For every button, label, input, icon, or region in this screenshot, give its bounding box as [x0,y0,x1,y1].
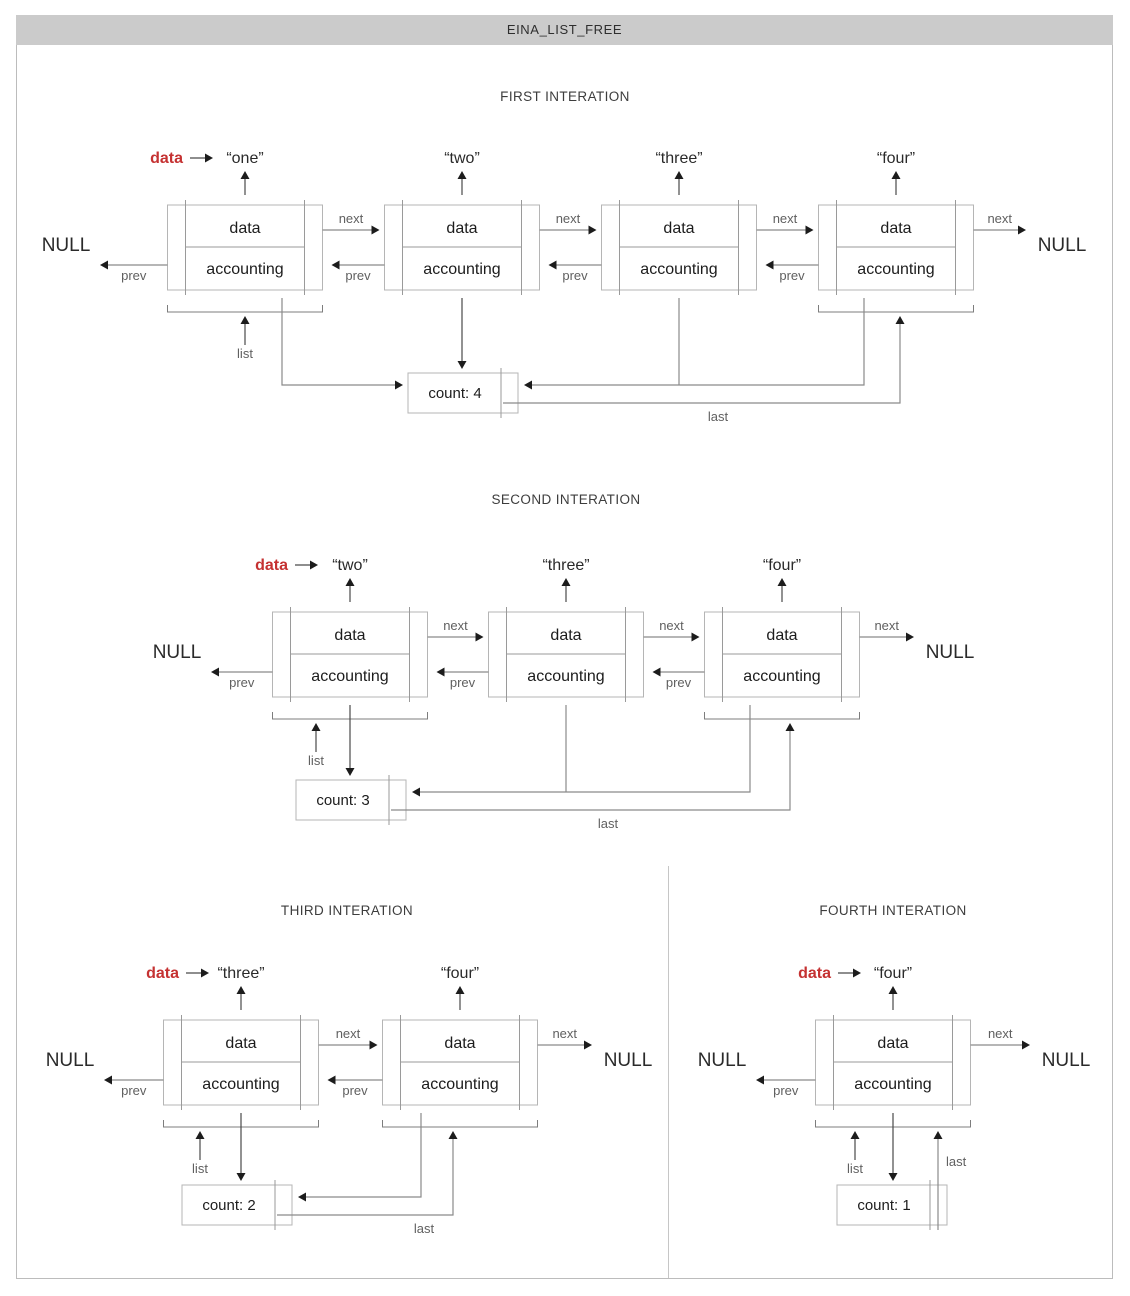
null-label: NULL [925,642,975,663]
node-data-cell-label: data [229,220,261,237]
iteration-title: SECOND INTERATION [491,492,641,507]
prev-arrowhead [104,1076,112,1085]
node-to-count-arrowhead [458,361,467,369]
next-label: next [987,1026,1013,1041]
prev-arrowhead [549,261,557,270]
node-accounting-cell-label: accounting [423,261,501,278]
next-label: next [335,1026,361,1041]
node-data-cell-label: data [444,1035,476,1052]
prev-arrowhead [437,668,445,677]
data-pointer-label: data [150,150,183,167]
null-label: NULL [697,1050,747,1071]
node-to-count-arrowhead [237,1173,246,1181]
node-accounting-cell-label: accounting [640,261,718,278]
node-to-value-arrowhead [778,578,787,586]
prev-label: prev [665,675,692,690]
node-data-cell-label: data [877,1035,909,1052]
count-label: count: 3 [316,792,370,809]
next-label: next [987,211,1013,226]
accounting-to-count-arrowhead [298,1193,306,1202]
data-pointer-label: data [798,965,831,982]
list-label: list [308,753,324,768]
node-to-value-arrowhead [458,171,467,179]
node-to-value-arrowhead [241,171,250,179]
last-arrowhead [934,1131,943,1139]
next-label: next [443,618,468,633]
iteration-section-4 [698,903,1091,1230]
node-to-count-arrowhead [346,768,355,776]
node-value: “three” [217,965,265,982]
data-pointer-arrowhead [310,561,318,570]
next-arrowhead [370,1041,378,1050]
iteration-title: THIRD INTERATION [280,903,414,918]
list-arrowhead [312,723,321,731]
accounting-to-count-line [282,298,396,385]
last-pointer-line [277,1136,453,1215]
last-arrowhead [449,1131,458,1139]
node-to-value-arrowhead [675,171,684,179]
node-value: “two” [332,557,368,574]
list-label: list [192,1161,208,1176]
next-arrowhead [476,633,484,642]
next-arrowhead [692,633,700,642]
node-value: “four” [440,965,480,982]
last-pointer-line [391,728,790,810]
prev-label: prev [562,268,588,283]
list-arrowhead [241,316,250,324]
next-arrowhead [1018,226,1026,235]
list-arrowhead [851,1131,860,1139]
iteration-section-1 [42,89,1087,424]
node-data-cell-label: data [663,220,695,237]
node-to-value-arrowhead [456,986,465,994]
prev-arrowhead [766,261,774,270]
next-label: next [552,1026,578,1041]
prev-label: prev [342,1083,368,1098]
accounting-to-count-arrowhead [395,381,403,390]
prev-label: prev [121,268,147,283]
prev-label: prev [449,675,476,690]
count-label: count: 2 [202,1197,256,1214]
iteration-section-2 [153,492,975,831]
node-accounting-cell-label: accounting [202,1076,280,1093]
node-to-value-arrowhead [562,578,571,586]
node-data-cell-label: data [880,220,912,237]
iteration-section-3 [46,903,653,1236]
prev-arrowhead [332,261,340,270]
node-data-cell-label: data [446,220,478,237]
next-arrowhead [589,226,597,235]
node-to-count-arrowhead [889,1173,898,1181]
data-pointer-label: data [255,557,288,574]
header-title: EINA_LIST_FREE [506,22,623,37]
prev-label: prev [773,1083,799,1098]
node-value: “one” [226,150,264,167]
next-label: next [874,618,900,633]
next-arrowhead [584,1041,592,1050]
node-to-value-arrowhead [892,171,901,179]
null-label: NULL [603,1050,653,1071]
null-label: NULL [152,642,202,663]
next-label: next [555,211,581,226]
node-to-value-arrowhead [237,986,246,994]
last-label: last [413,1221,435,1236]
node-accounting-cell-label: accounting [206,261,284,278]
null-label: NULL [1041,1050,1091,1071]
node-value: “four” [873,965,913,982]
count-label: count: 1 [857,1197,911,1214]
node-value: “four” [876,150,916,167]
next-arrowhead [906,633,914,642]
node-accounting-cell-label: accounting [421,1076,499,1093]
list-label: list [237,346,253,361]
node-accounting-cell-label: accounting [743,668,821,685]
next-label: next [772,211,798,226]
data-pointer-label: data [146,965,179,982]
node-data-cell-label: data [550,627,582,644]
node-data-cell-label: data [225,1035,257,1052]
prev-label: prev [121,1083,147,1098]
data-pointer-arrowhead [201,969,209,978]
prev-arrowhead [328,1076,336,1085]
iteration-title: FIRST INTERATION [500,89,630,104]
accounting-to-count-arrowhead [412,788,420,797]
next-label: next [338,211,364,226]
node-accounting-cell-label: accounting [311,668,389,685]
last-label: last [946,1154,967,1169]
list-label: list [847,1161,863,1176]
node-accounting-cell-label: accounting [527,668,605,685]
prev-arrowhead [653,668,661,677]
next-label: next [659,618,684,633]
null-label: NULL [1037,235,1087,256]
accounting-to-count-arrowhead [524,381,532,390]
last-pointer-line [503,321,900,403]
list-arrowhead [196,1131,205,1139]
bracket [705,712,860,719]
prev-arrowhead [100,261,108,270]
node-accounting-cell-label: accounting [854,1076,932,1093]
null-label: NULL [45,1050,95,1071]
node-value: “two” [444,150,480,167]
node-to-value-arrowhead [889,986,898,994]
data-pointer-arrowhead [853,969,861,978]
node-data-cell-label: data [766,627,798,644]
bracket [383,1120,538,1127]
data-pointer-arrowhead [205,154,213,163]
node-value: “three” [655,150,703,167]
accounting-to-count-line [305,1113,421,1197]
next-arrowhead [372,226,380,235]
last-arrowhead [786,723,795,731]
node-value: “four” [762,557,802,574]
next-arrowhead [1022,1041,1030,1050]
node-accounting-cell-label: accounting [857,261,935,278]
prev-label: prev [345,268,371,283]
node-value: “three” [542,557,590,574]
node-to-value-arrowhead [346,578,355,586]
prev-label: prev [779,268,805,283]
prev-arrowhead [211,668,219,677]
last-label: last [707,409,729,424]
prev-label: prev [229,675,255,690]
last-label: last [597,816,619,831]
prev-arrowhead [756,1076,764,1085]
accounting-to-count-line [419,705,750,792]
null-label: NULL [41,235,91,256]
iteration-title: FOURTH INTERATION [819,903,967,918]
bracket [168,305,323,312]
accounting-to-count-line [531,298,864,385]
next-arrowhead [806,226,814,235]
count-label: count: 4 [428,385,482,402]
bracket [819,305,974,312]
node-data-cell-label: data [334,627,366,644]
last-arrowhead [896,316,905,324]
